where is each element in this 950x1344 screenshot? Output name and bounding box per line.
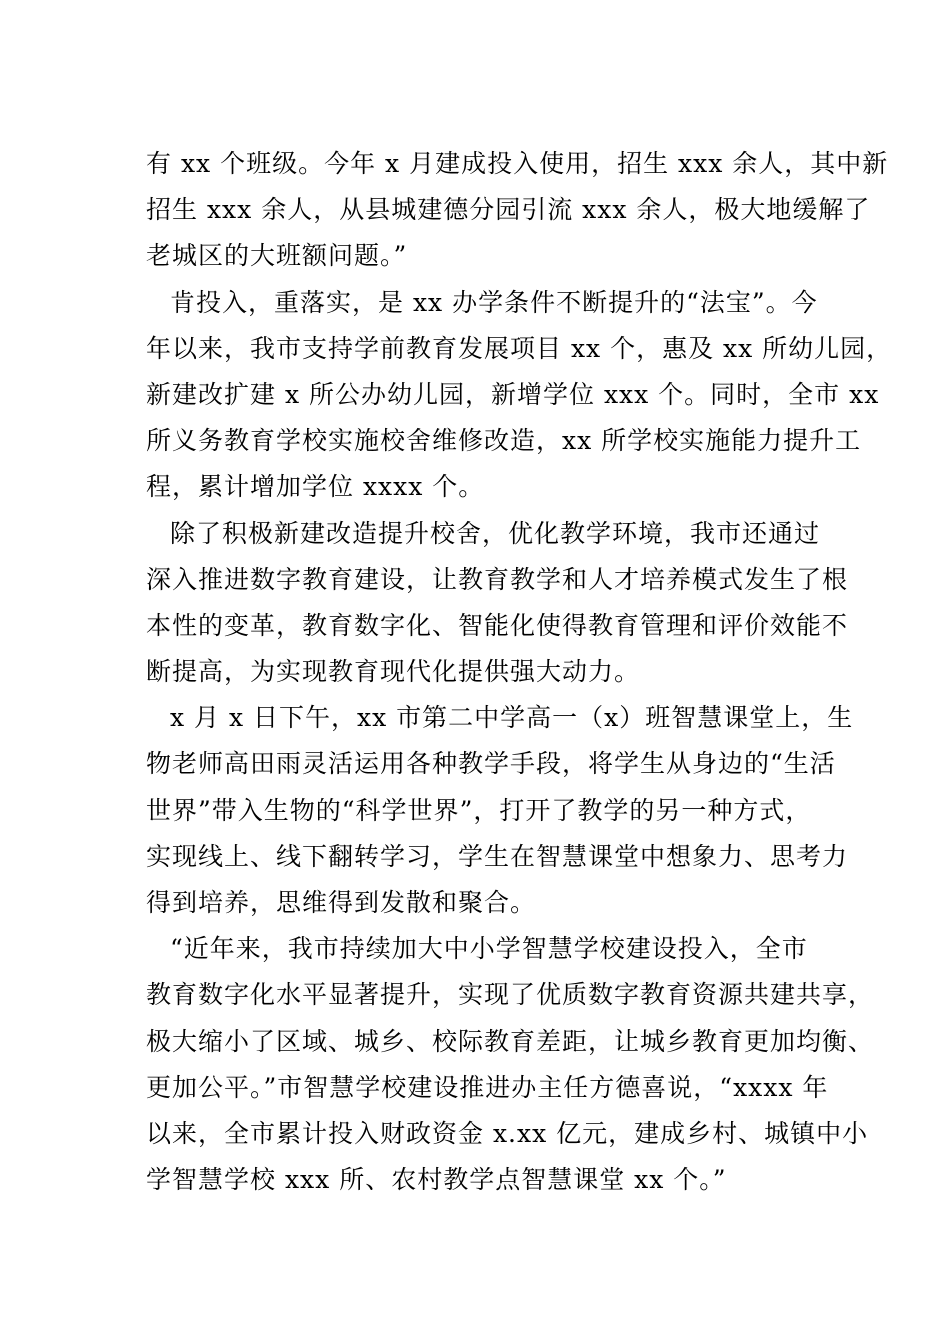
text-line: 物老师高田雨灵活运用各种教学手段，将学生从身边的“生活 bbox=[146, 749, 836, 779]
document-body bbox=[146, 141, 893, 1203]
text-line: “近年来，我市持续加大中小学智慧学校建设投入，全市 bbox=[170, 934, 808, 964]
text-line: 学智慧学校 xxx 所、农村教学点智慧课堂 xx 个。” bbox=[146, 1165, 727, 1195]
text-line: 深入推进数字教育建设，让教育教学和人才培养模式发生了根 bbox=[146, 564, 849, 594]
paragraph-4 bbox=[146, 695, 854, 926]
text-line: 世界”带入生物的“科学世界”，打开了教学的另一种方式， bbox=[146, 795, 812, 825]
text-line: 实现线上、线下翻转学习，学生在智慧课堂中想象力、思考力 bbox=[146, 841, 849, 871]
paragraph-2 bbox=[146, 280, 893, 511]
text-line: 老城区的大班额问题。” bbox=[146, 241, 408, 271]
paragraph-5 bbox=[146, 926, 875, 1203]
text-line: 新建改扩建 x 所公办幼儿园，新增学位 xxx 个。同时，全市 xx bbox=[146, 379, 880, 409]
text-line: 年以来，我市支持学前教育发展项目 xx 个，惠及 xx 所幼儿园， bbox=[146, 333, 893, 363]
text-line: 本性的变革，教育数字化、智能化使得教育管理和评价效能不 bbox=[146, 610, 849, 640]
text-line: 更加公平。”市智慧学校建设推进办主任方德喜说，“xxxx 年 bbox=[146, 1072, 829, 1102]
paragraph-1 bbox=[146, 141, 889, 280]
text-line: 极大缩小了区域、城乡、校际教育差距，让城乡教育更加均衡、 bbox=[146, 1026, 875, 1056]
text-line: 断提高，为实现教育现代化提供强大动力。 bbox=[146, 657, 641, 687]
text-line: 程，累计增加学位 xxxx 个。 bbox=[146, 472, 485, 502]
text-line: 除了积极新建改造提升校舍，优化教学环境，我市还通过 bbox=[170, 518, 821, 548]
paragraph-3 bbox=[146, 511, 849, 696]
text-line: 有 xx 个班级。今年 x 月建成投入使用，招生 xxx 余人，其中新 bbox=[146, 149, 889, 178]
text-line: 肯投入，重落实，是 xx 办学条件不断提升的“法宝”。今 bbox=[170, 287, 818, 317]
text-line: 得到培养，思维得到发散和聚合。 bbox=[146, 888, 537, 917]
text-line: 以来，全市累计投入财政资金 x.xx 亿元，建成乡村、城镇中小 bbox=[146, 1118, 869, 1148]
text-line: 所义务教育学校实施校舍维修改造，xx 所学校实施能力提升工 bbox=[146, 426, 862, 456]
text-line: 招生 xxx 余人，从县城建德分园引流 xxx 余人，极大地缓解了 bbox=[146, 195, 871, 225]
text-line: x 月 x 日下午，xx 市第二中学高一（x）班智慧课堂上，生 bbox=[170, 703, 854, 733]
text-line: 教育数字化水平显著提升，实现了优质数字教育资源共建共享， bbox=[146, 980, 875, 1010]
